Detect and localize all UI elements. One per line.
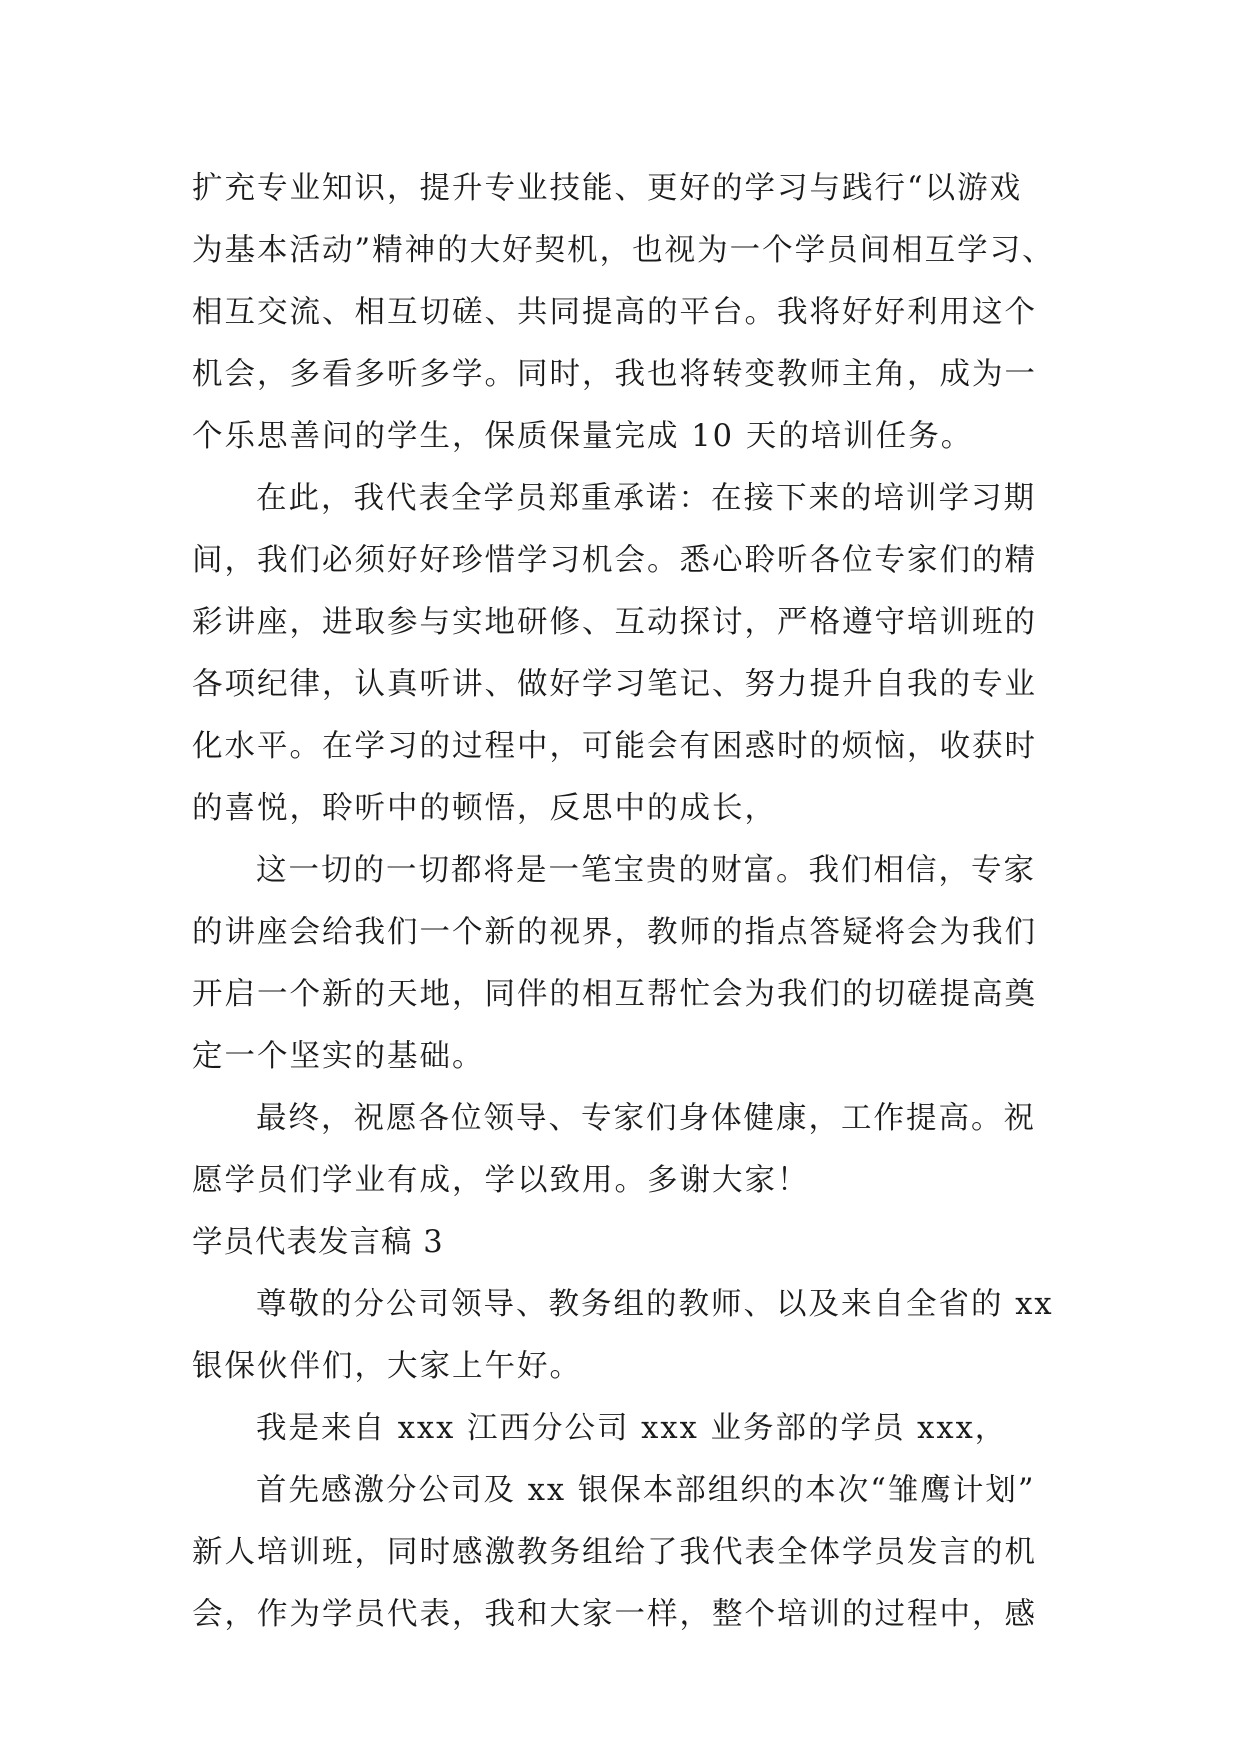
document-body bbox=[192, 158, 1055, 1646]
text-line: 定一个坚实的基础。 bbox=[192, 1039, 485, 1074]
paragraph-start-line: 最终，祝愿各位领导、专家们身体健康，工作提高。祝 bbox=[256, 1101, 1036, 1136]
text-line: 的喜悦，聆听中的顿悟，反思中的成长， bbox=[192, 791, 777, 826]
text-line: 新人培训班，同时感激教务组给了我代表全体学员发言的机 bbox=[192, 1535, 1037, 1570]
paragraph-start-line: 我是来自 xxx 江西分公司 xxx 业务部的学员 xxx， bbox=[256, 1411, 1008, 1446]
text-line: 的讲座会给我们一个新的视界，教师的指点答疑将会为我们 bbox=[192, 915, 1037, 950]
text-line: 为基本活动”精神的大好契机，也视为一个学员间相互学习、 bbox=[192, 233, 1055, 268]
text-line: 个乐思善问的学生，保质保量完成 10 天的培训任务。 bbox=[192, 419, 974, 454]
text-line: 开启一个新的天地，同伴的相互帮忙会为我们的切磋提高奠 bbox=[192, 977, 1037, 1012]
text-line: 扩充专业知识，提升专业技能、更好的学习与践行“以游戏 bbox=[192, 171, 1023, 206]
text-line: 银保伙伴们，大家上午好。 bbox=[192, 1349, 582, 1384]
text-line: 间，我们必须好好珍惜学习机会。悉心聆听各位专家们的精 bbox=[192, 543, 1037, 578]
paragraph-start-line: 尊敬的分公司领导、教务组的教师、以及来自全省的 xx bbox=[256, 1287, 1054, 1322]
text-line: 各项纪律，认真听讲、做好学习笔记、努力提升自我的专业 bbox=[192, 667, 1037, 702]
text-line: 会，作为学员代表，我和大家一样，整个培训的过程中，感 bbox=[192, 1597, 1037, 1632]
text-line: 机会，多看多听多学。同时，我也将转变教师主角，成为一 bbox=[192, 357, 1037, 392]
text-line: 愿学员们学业有成，学以致用。多谢大家！ bbox=[192, 1163, 810, 1198]
paragraph-start-line: 在此，我代表全学员郑重承诺：在接下来的培训学习期 bbox=[256, 481, 1036, 516]
paragraph-start-line: 首先感激分公司及 xx 银保本部组织的本次“雏鹰计划” bbox=[256, 1473, 1036, 1508]
section-heading: 学员代表发言稿 3 bbox=[192, 1225, 444, 1260]
paragraph-start-line: 这一切的一切都将是一笔宝贵的财富。我们相信，专家 bbox=[256, 853, 1036, 888]
text-line: 化水平。在学习的过程中，可能会有困惑时的烦恼，收获时 bbox=[192, 729, 1037, 764]
text-line: 彩讲座，进取参与实地研修、互动探讨，严格遵守培训班的 bbox=[192, 605, 1037, 640]
text-line: 相互交流、相互切磋、共同提高的平台。我将好好利用这个 bbox=[192, 295, 1037, 330]
